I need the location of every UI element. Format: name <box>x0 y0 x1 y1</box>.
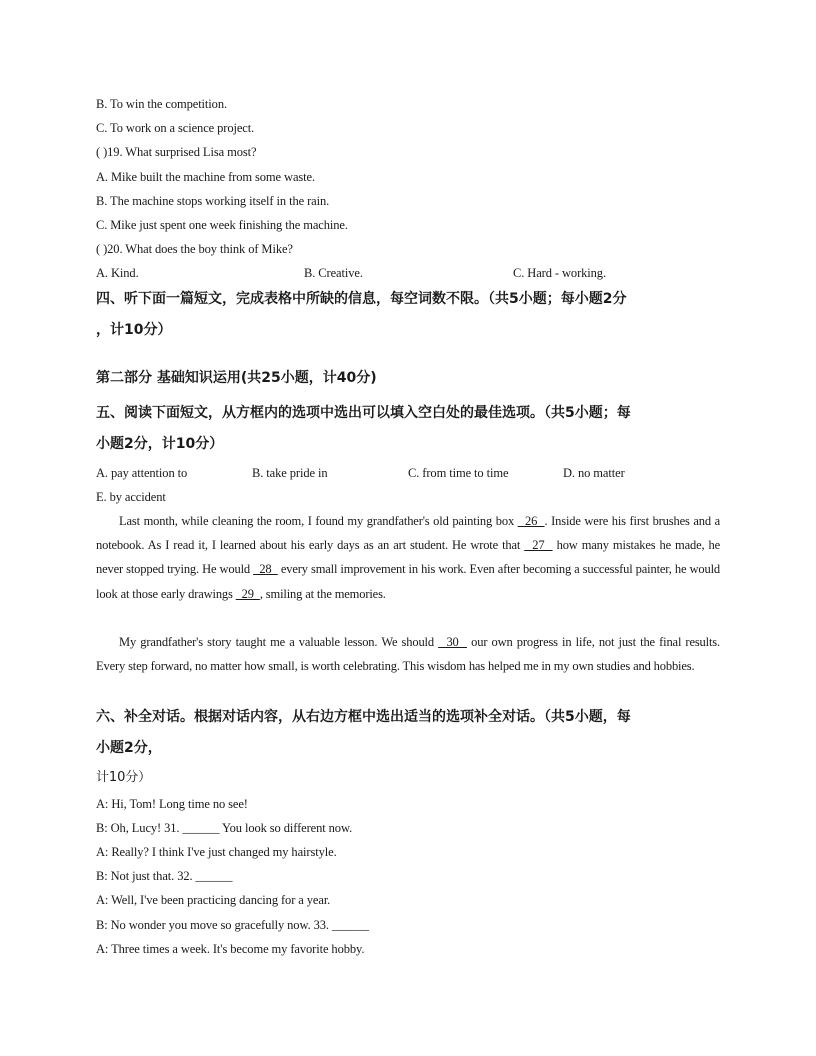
blank-28: 28 <box>253 562 278 577</box>
passage-text: . Inside were his first brushes and a notebook. As I read it, I learned about his early days as an art student. He wrote that <box>96 514 720 553</box>
passage-text: My grandfather's story taught me a valuable lesson. We should <box>119 635 439 649</box>
section5-heading-line2: 小题2分，计10分） <box>96 436 224 452</box>
section5-option-e: E. by accident <box>96 490 166 504</box>
dialogue-line-7: A: Three times a week. It's become my favorite hobby. <box>96 942 365 956</box>
section6-heading-line1: 六、补全对话。根据对话内容，从右边方框中选出适当的选项补全对话。（共5小题，每 <box>96 709 631 725</box>
q20-option-a: A. Kind. <box>96 266 139 280</box>
section6-heading-line2: 小题2分， <box>96 740 162 756</box>
blank-29: 29 <box>235 586 260 601</box>
passage-paragraph-2 <box>96 630 720 678</box>
section5-option-a: A. pay attention to <box>96 466 188 480</box>
section5-heading-line1: 五、阅读下面短文，从方框内的选项中选出可以填入空白处的最佳选项。（共5小题；每 <box>96 405 631 421</box>
q18-option-c: C. To work on a science project. <box>96 121 255 135</box>
q19-option-c: C. Mike just spent one week finishing the machine. <box>96 218 348 232</box>
passage-text: how many mistakes he made, he never stopped trying. He would <box>96 538 720 577</box>
section5-option-d: D. no matter <box>563 466 625 480</box>
section5-option-c: C. from time to time <box>408 466 509 480</box>
passage-text: our own progress in life, not just the final results. Every step forward, no matter how small, is worth celebrating. This wisdom has helped me in my own studies and hobbies. <box>96 635 720 674</box>
passage-paragraph-1 <box>96 509 720 606</box>
q18-option-b: B. To win the competition. <box>96 97 228 111</box>
dialogue-line-4: B: Not just that. 32. ______ <box>96 869 233 883</box>
q20-stem: ( )20. What does the boy think of Mike? <box>96 242 293 256</box>
q19-option-a: A. Mike built the machine from some waste. <box>96 170 316 184</box>
dialogue-line-2: B: Oh, Lucy! 31. ______ You look so different now. <box>96 821 353 835</box>
blank-30: 30 <box>438 635 467 649</box>
part2-title: 第二部分 基础知识运用(共25小题，计40分) <box>96 370 377 386</box>
passage-text: every small improvement in his work. Even after becoming a successful painter, he would look at those early drawings <box>96 562 720 601</box>
section4-heading-line2: ，计10分） <box>96 322 172 338</box>
section4-heading-line1: 四、听下面一篇短文，完成表格中所缺的信息，每空词数不限。（共5小题；每小题2分 <box>96 291 627 307</box>
dialogue-line-5: A: Well, I've been practicing dancing for a year. <box>96 893 331 907</box>
dialogue-line-6: B: No wonder you move so gracefully now. 33. ______ <box>96 918 369 932</box>
blank-27: 27 <box>524 538 553 553</box>
q19-option-b: B. The machine stops working itself in the rain. <box>96 194 330 208</box>
blank-26: 26 <box>517 514 545 528</box>
section5-option-b: B. take pride in <box>252 466 328 480</box>
section5-options <box>96 465 625 481</box>
q19-stem: ( )19. What surprised Lisa most? <box>96 145 257 159</box>
dialogue-line-1: A: Hi, Tom! Long time no see! <box>96 797 248 811</box>
section6-heading-line3: 计10分） <box>96 770 152 785</box>
q20-option-b: B. Creative. <box>304 266 363 280</box>
passage-text: Last month, while cleaning the room, I found my grandfather's old painting box <box>119 514 518 528</box>
dialogue-line-3: A: Really? I think I've just changed my hairstyle. <box>96 845 337 859</box>
q20-options <box>96 265 606 281</box>
q20-option-c: C. Hard - working. <box>513 266 606 280</box>
passage-text: , smiling at the memories. <box>259 586 386 601</box>
